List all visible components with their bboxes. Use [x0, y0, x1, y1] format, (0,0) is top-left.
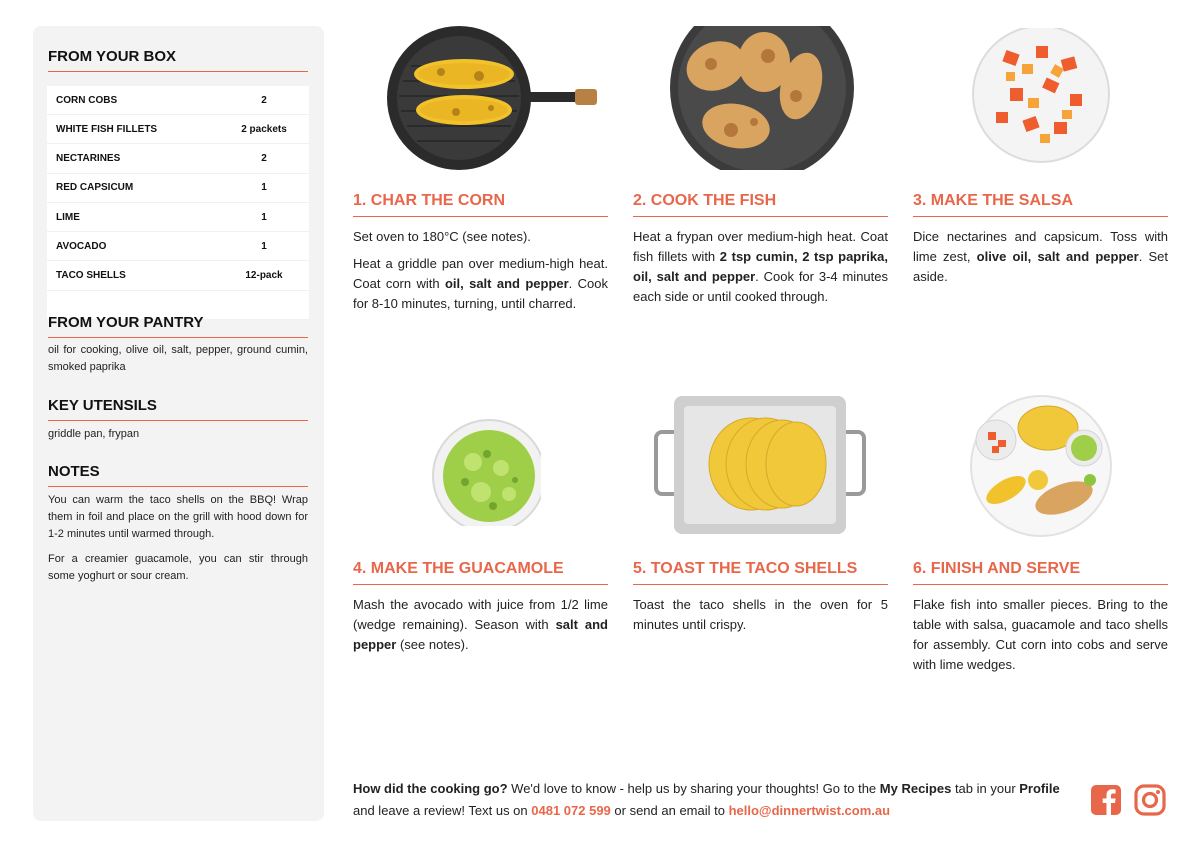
step-5-title: 5. TOAST THE TACO SHELLS — [633, 560, 888, 585]
step-1-instructions — [353, 227, 608, 321]
ingredient-row — [47, 202, 309, 231]
text-segment: Set oven to 180°C (see notes). — [353, 229, 531, 244]
ingredient-row — [47, 144, 309, 173]
text-segment: Dice nectarines and capsicum. Toss with lime zest, — [913, 229, 1168, 264]
bold-text: olive oil, salt and pepper — [976, 249, 1139, 264]
instruction-paragraph — [633, 595, 888, 635]
ingredient-quantity: 2 — [219, 86, 309, 115]
text-segment: (see notes). — [396, 637, 469, 652]
bold-text: How did the cooking go? — [353, 781, 508, 796]
step-4-image — [353, 394, 608, 538]
text-segment: Toast the taco shells in the oven for 5 minutes until crispy. — [633, 597, 888, 632]
instagram-icon — [1134, 784, 1166, 816]
ingredient-name: AVOCADO — [47, 232, 219, 261]
text-segment: tab in your — [951, 781, 1020, 796]
step-2-image — [633, 26, 888, 170]
facebook-icon — [1090, 784, 1122, 816]
step-2-title: 2. COOK THE FISH — [633, 192, 888, 217]
review-prompt-text — [353, 778, 1083, 822]
instruction-paragraph — [353, 227, 608, 247]
bold-text: My Recipes — [879, 781, 952, 796]
text-segment: Mash the avocado with juice from 1/2 lime (wedge remaining). Season with — [353, 597, 608, 632]
step-3-image — [913, 26, 1168, 170]
notes-paragraph-1: You can warm the taco shells on the BBQ! Wrap them in foil and place on the grill with hood down for 1-2 minutes until warmed through. — [48, 494, 308, 540]
instruction-paragraph — [353, 254, 608, 314]
ingredients-table — [47, 86, 309, 320]
ingredient-row — [47, 173, 309, 202]
utensils-text: griddle pan, frypan — [48, 428, 140, 440]
text-segment: Flake fish into smaller pieces. Bring to the table with salsa, guacamole and taco shells for assembly. Cut corn into cobs and serve with lime wedges. — [913, 597, 1168, 672]
notes-paragraph-2: For a creamier guacamole, you can stir through some yoghurt or sour cream. — [48, 553, 308, 582]
ingredient-quantity: 2 packets — [219, 115, 309, 144]
bold-text: Profile — [1019, 781, 1060, 796]
instruction-paragraph — [913, 227, 1168, 287]
serving-plate-image — [966, 394, 1116, 538]
step-3-instructions — [913, 227, 1168, 294]
text-segment: Heat a griddle pan over medium-high heat. Coat corn with — [353, 256, 608, 291]
griddle-corn-image — [361, 26, 601, 170]
ingredient-name: WHITE FISH FILLETS — [47, 115, 219, 144]
facebook-link[interactable] — [1090, 784, 1122, 821]
ingredient-name: NECTARINES — [47, 144, 219, 173]
text-segment: . Cook for 3-4 minutes each side or until cooked through. — [633, 269, 888, 304]
step-4-title: 4. MAKE THE GUACAMOLE — [353, 560, 608, 585]
sidebar — [33, 26, 324, 821]
step-5-instructions — [633, 595, 888, 642]
frypan-fish-image — [636, 26, 886, 170]
text-segment: We'd love to know - help us by sharing your thoughts! Go to the — [507, 781, 880, 796]
ingredient-row — [47, 232, 309, 261]
text-segment: . Cook for 8-10 minutes, turning, until charred. — [353, 276, 608, 311]
text-segment: and leave a review! Text us on — [353, 803, 532, 818]
instruction-paragraph — [913, 595, 1168, 675]
notes-title: NOTES — [48, 463, 308, 487]
ingredient-quantity: 1 — [219, 173, 309, 202]
bold-text: 2 tsp cumin, 2 tsp paprika, oil, salt and pepper — [633, 249, 888, 284]
step-5-image — [633, 394, 888, 538]
salsa-bowl-image — [966, 28, 1116, 168]
ingredient-name: TACO SHELLS — [47, 261, 219, 290]
instruction-paragraph — [353, 595, 608, 655]
step-6-title: 6. FINISH AND SERVE — [913, 560, 1168, 585]
ingredient-quantity: 2 — [219, 144, 309, 173]
step-3-title: 3. MAKE THE SALSA — [913, 192, 1168, 217]
from-your-box-title: FROM YOUR BOX — [48, 48, 308, 72]
ingredient-row — [47, 261, 309, 290]
step-6-image — [913, 394, 1168, 538]
ingredient-row — [47, 115, 309, 144]
ingredient-name: CORN COBS — [47, 86, 219, 115]
step-1-title: 1. CHAR THE CORN — [353, 192, 608, 217]
ingredient-quantity: 1 — [219, 202, 309, 231]
instagram-link[interactable] — [1134, 784, 1166, 821]
contact-detail: 0481 072 599 — [531, 803, 611, 818]
bold-text: oil, salt and pepper — [444, 276, 569, 291]
from-your-pantry-title: FROM YOUR PANTRY — [48, 314, 308, 338]
pantry-text: oil for cooking, olive oil, salt, pepper, ground cumin, smoked paprika — [48, 344, 308, 373]
bold-text: salt and pepper — [353, 617, 608, 652]
text-segment: Heat a frypan over medium-high heat. Coat fish fillets with — [633, 229, 888, 264]
ingredient-row — [47, 86, 309, 115]
ingredient-quantity: 12-pack — [219, 261, 309, 290]
ingredient-name: LIME — [47, 202, 219, 231]
ingredient-name: RED CAPSICUM — [47, 173, 219, 202]
step-1-image — [353, 26, 608, 170]
guacamole-bowl-image — [421, 406, 541, 526]
step-2-instructions — [633, 227, 888, 314]
text-segment: . Set aside. — [913, 249, 1168, 284]
step-6-instructions — [913, 595, 1168, 682]
key-utensils-title: KEY UTENSILS — [48, 397, 308, 421]
ingredient-quantity: 1 — [219, 232, 309, 261]
text-segment: or send an email to — [610, 803, 729, 818]
taco-tray-image — [646, 394, 876, 538]
contact-detail: hello@dinnertwist.com.au — [728, 803, 891, 818]
instruction-paragraph — [633, 227, 888, 307]
step-4-instructions — [353, 595, 608, 662]
